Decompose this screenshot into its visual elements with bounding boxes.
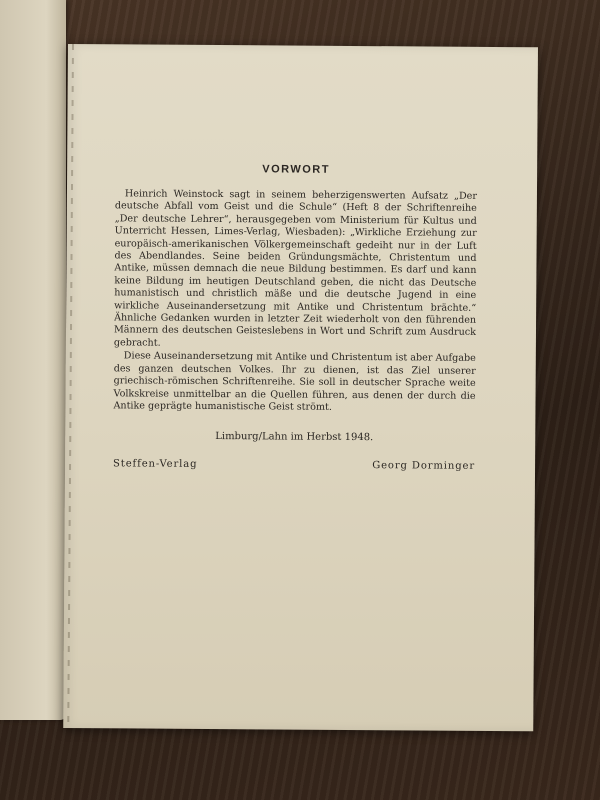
preface-paragraph-2: Diese Auseinandersetzung mit Antike und Christentum ist aber Aufgabe des ganzen deutschen Volkes. Ihr zu dienen, ist das Ziel unserer griechisch-römischen Schriftenreihe. Sie soll in deutscher Sprache weite Volkskreise unmittelbar an die Quellen führen, aus denen der durch die Antike geprägte humanistische Geist strömt. bbox=[113, 350, 476, 413]
author-name: Georg Dorminger bbox=[372, 460, 476, 473]
book-page bbox=[63, 44, 538, 731]
publisher-name: Steffen-Verlag bbox=[113, 458, 198, 471]
binding-stitches bbox=[67, 44, 74, 728]
preface-text-block bbox=[113, 162, 477, 472]
preface-heading: VORWORT bbox=[262, 163, 331, 176]
preface-paragraph-1: Heinrich Weinstock sagt in seinem beherzigenswerten Aufsatz „Der deutsche Abfall vom Geist und die Schule“ (Heft 8 der Schriftenreihe „Der deutsche Lehrer“, herausgegeben vom Ministerium für Kultus und Unterricht Hessen, Limes-Verlag, Wiesbaden): „Wirkliche Erziehung zur europäisch-amerikanischen Völkergemeinschaft gedeiht nur in der Luft des Abendlandes. Seine beiden Gründungsmächte, Christentum und Antike, müssen demnach die neue Bildung bestimmen. Es darf und kann keine Bildung im heutigen Deutschland geben, die nicht das Deutsche humanistisch und christlich mäße und die deutsche Jugend in eine wirkliche Auseinandersetzung mit Antike und Christentum brächte.“ Ähnliche Gedanken wurden in letzter Zeit wiederholt von den führenden Männern des deutschen Geisteslebens in Wort und Schrift zum Ausdruck gebracht. bbox=[113, 188, 477, 349]
signature-row bbox=[113, 459, 475, 473]
place-and-date: Limburg/Lahn im Herbst 1948. bbox=[215, 431, 374, 444]
facing-page-edge bbox=[0, 0, 66, 720]
